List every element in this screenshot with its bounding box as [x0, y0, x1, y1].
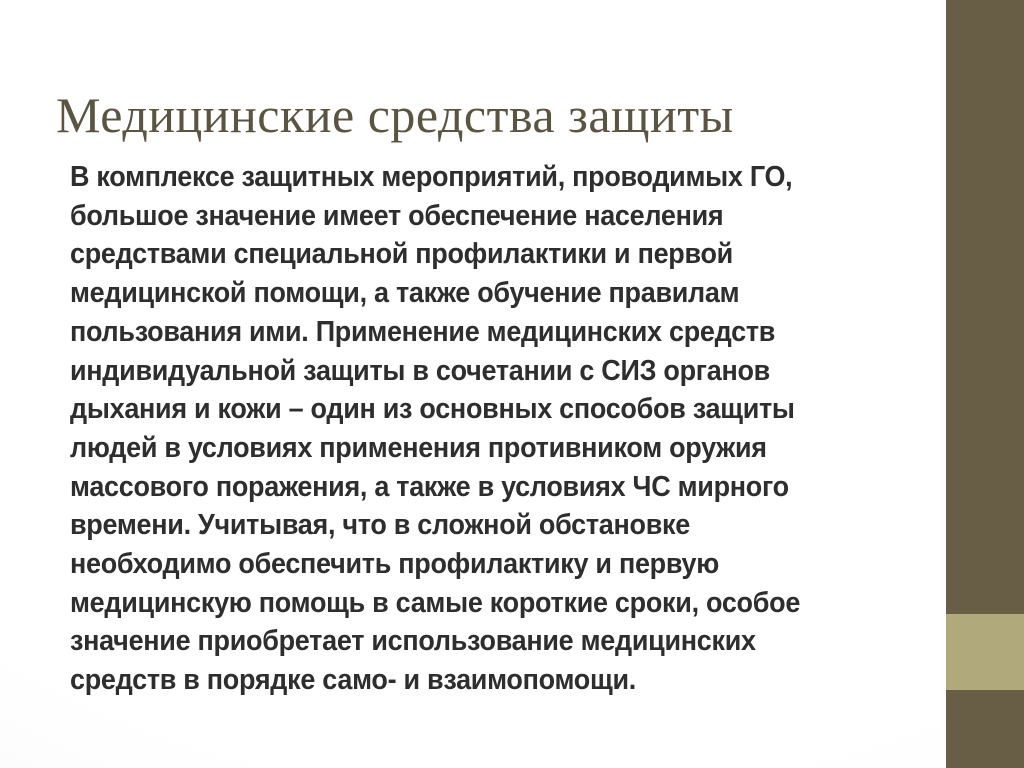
body-line: медицинской помощи, а также обучение правилам — [70, 277, 740, 310]
body-line: средств в порядке само- и взаимопомощи. — [70, 664, 636, 697]
body-line: большое значение имеет обеспечение населения — [70, 199, 724, 232]
body-line: необходимо обеспечить профилактику и первую — [70, 548, 719, 581]
body-line: значение приобретает использование медицинских — [70, 625, 756, 658]
body-line: времени. Учитывая, что в сложной обстановке — [70, 509, 690, 542]
body-line: дыхания и кожи – один из основных способов защиты — [70, 393, 795, 426]
body-line: медицинскую помощь в самые короткие сроки, особое — [70, 586, 801, 619]
body-line: пользования ими. Применение медицинских средств — [70, 315, 776, 348]
body-line: людей в условиях применения противником оружия — [70, 431, 767, 464]
body-line: индивидуальной защиты в сочетании с СИЗ органов — [70, 354, 770, 387]
slide-body-paragraph — [70, 158, 879, 700]
slide-title: Медицинские средства защиты — [56, 86, 734, 143]
body-line: массового поражения, а также в условиях ЧС мирного — [70, 470, 789, 503]
body-line: В комплексе защитных мероприятий, проводимых ГО, — [70, 161, 793, 193]
accent-bar-light-segment — [946, 614, 1024, 690]
body-line: средствами специальной профилактики и первой — [70, 238, 733, 271]
